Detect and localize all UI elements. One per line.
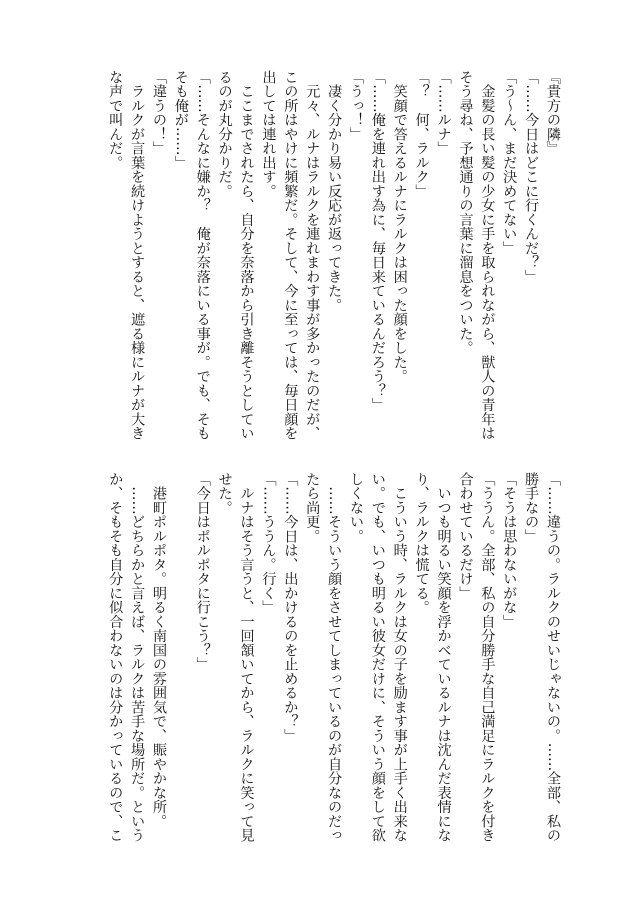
text-line: い。でも、いつも明るい彼女だけに、そういう顔をして欲: [369, 472, 386, 843]
text-line: 勝手なの」: [523, 472, 540, 544]
text-line: 「う～ん、まだ決めてない」: [501, 70, 518, 256]
text-line: 「？ 何、ラルク」: [413, 70, 430, 199]
text-line: 「そうは思わないがな」: [501, 472, 518, 629]
text-line: しくない。: [347, 472, 364, 544]
text-line: 凄く分かり易い反応が返ってきた。: [326, 70, 343, 313]
text-line: 「今日はポルポタに行こう？」: [194, 472, 211, 672]
text-line: ……そういう顔をさせてしまっているのが自分なのだっ: [326, 472, 343, 843]
text-line: 「……ルナ」: [435, 70, 452, 156]
text-block-bottom: [3, 472, 563, 852]
text-line: 「違うの！」: [150, 70, 167, 156]
text-line: 「……ううん。行く」: [260, 472, 277, 615]
text-line: いつも明るい笑顔を浮かべているルナは沈んだ表情にな: [435, 472, 452, 843]
text-line: 「……違うの。ラルクのせいじゃないの。……全部、私の: [545, 472, 561, 843]
text-line: り、ラルクは慌てる。: [413, 472, 430, 615]
text-line: 笑顔で答えるルナにラルクは困った顔をした。: [391, 70, 408, 384]
text-line: [169, 472, 191, 852]
text-line: ここまでされたら、自分を奈落から引き離そうとしてい: [238, 70, 255, 441]
text-line: たら尚更。: [304, 472, 321, 544]
text-line: 「……俺を連れ出す為に、毎日来ているんだろう？」: [369, 70, 386, 412]
text-line: 元々、ルナはラルクを連れまわす事が多かったのだが、: [304, 70, 321, 441]
text-line: 出しては連れ出す。: [260, 70, 277, 199]
text-line: 「……そんなに嫌か？ 俺が奈落にいる事が。でも、そも: [194, 70, 211, 441]
text-line: この所はやけに頻繁だ。そして、今に至っては、毎日顔を: [282, 70, 299, 441]
text-line: こういう時、ラルクは女の子を励ます事が上手く出来な: [391, 472, 408, 843]
text-line: 「うっ！」: [347, 70, 364, 142]
text-block-top: [3, 70, 563, 470]
text-line: 「ううん。全部、私の自分勝手な自己満足にラルクを付き: [479, 472, 496, 843]
text-line: 合わせているだけ」: [457, 472, 474, 601]
text-line: ルナはそう言うと、一回頷いてから、ラルクに笑って見: [238, 472, 255, 843]
text-line: そう尋ね、予想通りの言葉に溜息をついた。: [457, 70, 474, 355]
text-line: るのが丸分かりだ。: [216, 70, 233, 199]
text-line: な声で叫んだ。: [107, 70, 124, 170]
text-line: そも俺が……」: [172, 70, 189, 170]
text-line: せた。: [216, 472, 233, 515]
text-line: 「……今日はどこに行くんだ？」: [523, 70, 540, 284]
text-line: 金髪の長い髪の少女に手を取られながら、獣人の青年は: [479, 70, 496, 441]
text-line: 港町ポルポタ。明るく南国の雰囲気で、賑やかな所。: [150, 472, 167, 829]
text-line: か、そもそも自分に似合わないのは分かっているので、こ: [107, 472, 124, 843]
text-line: ラルクが言葉を続けようとすると、遮る様にルナが大き: [129, 70, 146, 441]
text-line: ……どちらかと言えば、ラルクは苦手な場所だ。という: [129, 472, 146, 843]
text-line: 「……今日は、出かけるのを止めるか？」: [282, 472, 299, 743]
text-line: 『貴方の隣』: [545, 70, 561, 156]
